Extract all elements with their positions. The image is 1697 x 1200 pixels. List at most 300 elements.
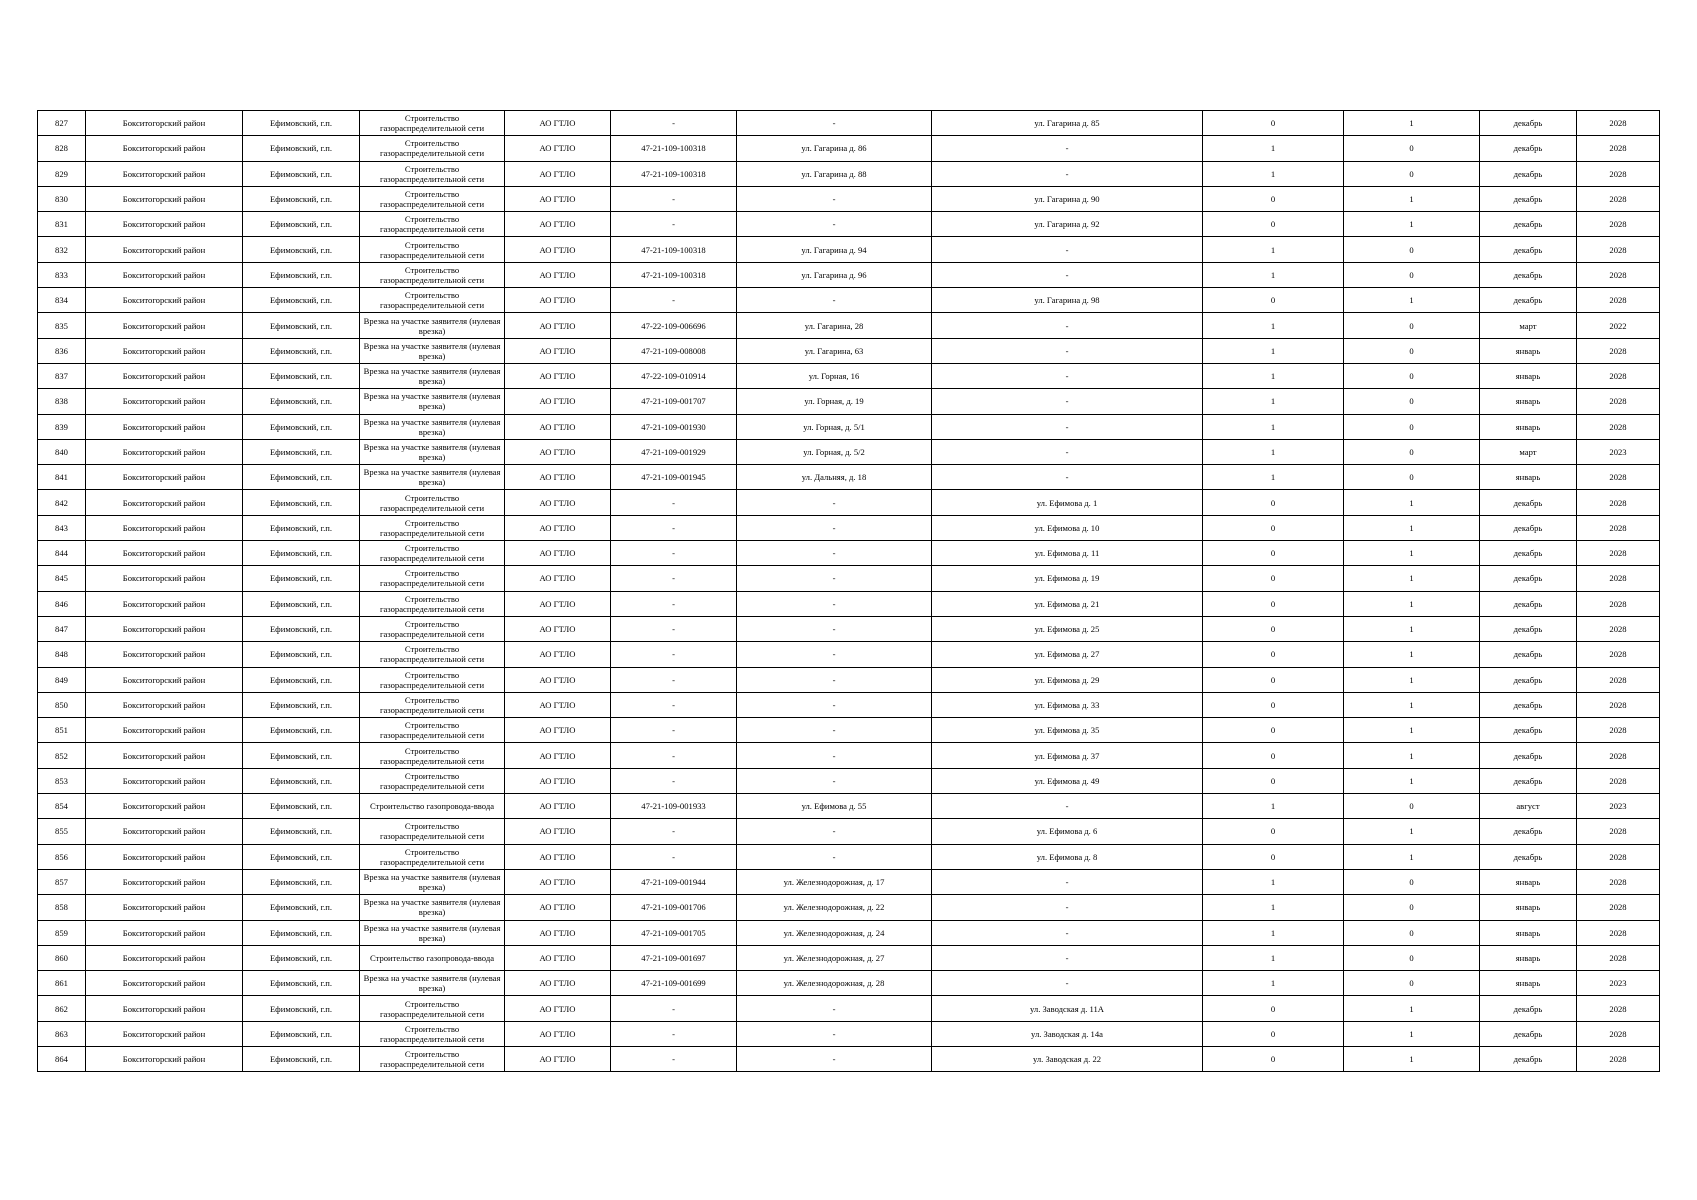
cell-cadastral: 47-21-109-100318 (611, 237, 737, 262)
cell-org: АО ГТЛО (505, 541, 611, 566)
cell-org: АО ГТЛО (505, 363, 611, 388)
cell-org: АО ГТЛО (505, 667, 611, 692)
cell-address-b: ул. Ефимова д. 37 (932, 743, 1203, 768)
cell-district: Бокситогорский район (86, 541, 243, 566)
cell-work-type: Строительство газораспределительной сети (360, 844, 505, 869)
cell-count-b: 1 (1344, 718, 1480, 743)
cell-address-b: ул. Гагарина д. 85 (932, 111, 1203, 136)
cell-settlement: Ефимовский, г.п. (243, 566, 360, 591)
cell-district: Бокситогорский район (86, 288, 243, 313)
cell-work-type: Строительство газораспределительной сети (360, 591, 505, 616)
cell-count-b: 1 (1344, 186, 1480, 211)
cell-address-a: ул. Горная, д. 5/2 (737, 439, 932, 464)
cell-month: январь (1480, 414, 1577, 439)
cell-cadastral: 47-21-109-001706 (611, 895, 737, 920)
table-row (38, 692, 1660, 717)
table-row (38, 136, 1660, 161)
cell-settlement: Ефимовский, г.п. (243, 515, 360, 540)
cell-month: декабрь (1480, 186, 1577, 211)
cell-cadastral: - (611, 490, 737, 515)
cell-org: АО ГТЛО (505, 212, 611, 237)
cell-num: 863 (38, 1021, 86, 1046)
cell-address-b: ул. Ефимова д. 33 (932, 692, 1203, 717)
cell-district: Бокситогорский район (86, 819, 243, 844)
cell-year: 2028 (1577, 667, 1660, 692)
cell-address-a: - (737, 1021, 932, 1046)
cell-count-b: 1 (1344, 111, 1480, 136)
cell-num: 860 (38, 945, 86, 970)
cell-district: Бокситогорский район (86, 414, 243, 439)
cell-num: 835 (38, 313, 86, 338)
cell-address-b: - (932, 389, 1203, 414)
cell-settlement: Ефимовский, г.п. (243, 819, 360, 844)
cell-settlement: Ефимовский, г.п. (243, 338, 360, 363)
cell-count-b: 0 (1344, 237, 1480, 262)
table-row (38, 363, 1660, 388)
cell-year: 2028 (1577, 111, 1660, 136)
cell-year: 2028 (1577, 1021, 1660, 1046)
cell-count-a: 1 (1203, 869, 1344, 894)
cell-work-type: Строительство газораспределительной сети (360, 616, 505, 641)
cell-org: АО ГТЛО (505, 718, 611, 743)
cell-count-b: 1 (1344, 768, 1480, 793)
cell-address-a: - (737, 768, 932, 793)
cell-address-a: - (737, 515, 932, 540)
cell-address-b: ул. Гагарина д. 90 (932, 186, 1203, 211)
cell-district: Бокситогорский район (86, 111, 243, 136)
cell-district: Бокситогорский район (86, 237, 243, 262)
cell-num: 834 (38, 288, 86, 313)
table-row (38, 186, 1660, 211)
cell-cadastral: - (611, 515, 737, 540)
cell-count-a: 1 (1203, 262, 1344, 287)
cell-org: АО ГТЛО (505, 591, 611, 616)
cell-month: январь (1480, 389, 1577, 414)
cell-address-a: - (737, 288, 932, 313)
cell-year: 2028 (1577, 338, 1660, 363)
cell-year: 2028 (1577, 136, 1660, 161)
cell-month: январь (1480, 363, 1577, 388)
cell-cadastral: 47-21-109-001699 (611, 971, 737, 996)
cell-count-a: 0 (1203, 819, 1344, 844)
cell-address-a: - (737, 692, 932, 717)
cell-month: декабрь (1480, 212, 1577, 237)
cell-org: АО ГТЛО (505, 920, 611, 945)
cell-num: 831 (38, 212, 86, 237)
cell-work-type: Строительство газораспределительной сети (360, 111, 505, 136)
cell-num: 861 (38, 971, 86, 996)
cell-count-a: 0 (1203, 692, 1344, 717)
cell-settlement: Ефимовский, г.п. (243, 591, 360, 616)
cell-settlement: Ефимовский, г.п. (243, 743, 360, 768)
cell-work-type: Строительство газораспределительной сети (360, 541, 505, 566)
cell-org: АО ГТЛО (505, 1021, 611, 1046)
cell-year: 2022 (1577, 313, 1660, 338)
cell-count-b: 1 (1344, 591, 1480, 616)
cell-address-b: ул. Ефимова д. 49 (932, 768, 1203, 793)
cell-org: АО ГТЛО (505, 869, 611, 894)
cell-address-a: - (737, 718, 932, 743)
cell-month: декабрь (1480, 591, 1577, 616)
cell-work-type: Врезка на участке заявителя (нулевая врезка) (360, 389, 505, 414)
cell-work-type: Врезка на участке заявителя (нулевая врезка) (360, 363, 505, 388)
cell-month: декабрь (1480, 237, 1577, 262)
cell-settlement: Ефимовский, г.п. (243, 465, 360, 490)
cell-count-b: 1 (1344, 819, 1480, 844)
cell-cadastral: 47-21-109-001944 (611, 869, 737, 894)
cell-address-a: ул. Гагарина, 63 (737, 338, 932, 363)
cell-count-a: 1 (1203, 363, 1344, 388)
cell-address-b: ул. Гагарина д. 92 (932, 212, 1203, 237)
table-row (38, 743, 1660, 768)
cell-cadastral: - (611, 566, 737, 591)
cell-org: АО ГТЛО (505, 895, 611, 920)
cell-work-type: Строительство газораспределительной сети (360, 667, 505, 692)
cell-count-b: 0 (1344, 895, 1480, 920)
cell-district: Бокситогорский район (86, 869, 243, 894)
cell-address-a: - (737, 996, 932, 1021)
cell-count-a: 1 (1203, 794, 1344, 819)
cell-address-a: - (737, 591, 932, 616)
cell-work-type: Строительство газораспределительной сети (360, 718, 505, 743)
cell-work-type: Строительство газораспределительной сети (360, 1046, 505, 1071)
cell-cadastral: 47-21-109-001707 (611, 389, 737, 414)
cell-org: АО ГТЛО (505, 743, 611, 768)
cell-count-a: 0 (1203, 996, 1344, 1021)
cell-num: 855 (38, 819, 86, 844)
cell-year: 2023 (1577, 439, 1660, 464)
cell-count-a: 1 (1203, 237, 1344, 262)
cell-address-b: - (932, 895, 1203, 920)
cell-num: 864 (38, 1046, 86, 1071)
cell-count-b: 0 (1344, 161, 1480, 186)
cell-cadastral: 47-21-109-008008 (611, 338, 737, 363)
cell-num: 848 (38, 642, 86, 667)
cell-count-a: 0 (1203, 1046, 1344, 1071)
cell-month: декабрь (1480, 819, 1577, 844)
cell-address-a: ул. Горная, 16 (737, 363, 932, 388)
cell-num: 832 (38, 237, 86, 262)
cell-org: АО ГТЛО (505, 262, 611, 287)
cell-district: Бокситогорский район (86, 844, 243, 869)
cell-count-a: 0 (1203, 111, 1344, 136)
cell-num: 851 (38, 718, 86, 743)
cell-year: 2028 (1577, 566, 1660, 591)
cell-num: 847 (38, 616, 86, 641)
table-row (38, 414, 1660, 439)
cell-settlement: Ефимовский, г.п. (243, 971, 360, 996)
cell-year: 2028 (1577, 642, 1660, 667)
cell-work-type: Врезка на участке заявителя (нулевая врезка) (360, 971, 505, 996)
cell-count-a: 0 (1203, 718, 1344, 743)
cell-cadastral: - (611, 718, 737, 743)
cell-work-type: Врезка на участке заявителя (нулевая врезка) (360, 439, 505, 464)
cell-count-b: 0 (1344, 869, 1480, 894)
cell-count-b: 1 (1344, 566, 1480, 591)
cell-district: Бокситогорский район (86, 161, 243, 186)
cell-address-a: ул. Гагарина д. 96 (737, 262, 932, 287)
cell-org: АО ГТЛО (505, 996, 611, 1021)
cell-month: март (1480, 439, 1577, 464)
cell-cadastral: 47-21-109-100318 (611, 161, 737, 186)
cell-month: январь (1480, 338, 1577, 363)
cell-district: Бокситогорский район (86, 718, 243, 743)
table-row (38, 844, 1660, 869)
table-row (38, 161, 1660, 186)
cell-address-b: ул. Ефимова д. 21 (932, 591, 1203, 616)
cell-month: декабрь (1480, 288, 1577, 313)
cell-address-a: - (737, 642, 932, 667)
cell-month: декабрь (1480, 667, 1577, 692)
cell-settlement: Ефимовский, г.п. (243, 237, 360, 262)
cell-num: 841 (38, 465, 86, 490)
cell-month: декабрь (1480, 642, 1577, 667)
cell-cadastral: - (611, 642, 737, 667)
cell-num: 843 (38, 515, 86, 540)
cell-count-a: 0 (1203, 490, 1344, 515)
cell-district: Бокситогорский район (86, 262, 243, 287)
cell-settlement: Ефимовский, г.п. (243, 1046, 360, 1071)
cell-year: 2023 (1577, 794, 1660, 819)
cell-work-type: Строительство газораспределительной сети (360, 288, 505, 313)
cell-count-b: 0 (1344, 439, 1480, 464)
cell-count-b: 1 (1344, 288, 1480, 313)
cell-district: Бокситогорский район (86, 515, 243, 540)
cell-month: декабрь (1480, 1046, 1577, 1071)
cell-district: Бокситогорский район (86, 591, 243, 616)
cell-year: 2028 (1577, 768, 1660, 793)
cell-month: декабрь (1480, 136, 1577, 161)
cell-year: 2028 (1577, 363, 1660, 388)
cell-month: декабрь (1480, 718, 1577, 743)
cell-address-b: - (932, 313, 1203, 338)
cell-count-a: 0 (1203, 515, 1344, 540)
cell-address-a: - (737, 566, 932, 591)
cell-year: 2028 (1577, 591, 1660, 616)
cell-cadastral: - (611, 288, 737, 313)
cell-address-b: - (932, 920, 1203, 945)
cell-work-type: Строительство газораспределительной сети (360, 642, 505, 667)
cell-count-a: 0 (1203, 616, 1344, 641)
cell-cadastral: - (611, 212, 737, 237)
cell-count-a: 1 (1203, 920, 1344, 945)
table-row (38, 262, 1660, 287)
cell-num: 859 (38, 920, 86, 945)
cell-count-a: 0 (1203, 642, 1344, 667)
cell-address-b: ул. Заводская д. 22 (932, 1046, 1203, 1071)
table-row (38, 313, 1660, 338)
cell-count-a: 0 (1203, 212, 1344, 237)
cell-year: 2028 (1577, 718, 1660, 743)
table-row (38, 288, 1660, 313)
cell-month: декабрь (1480, 692, 1577, 717)
cell-cadastral: - (611, 667, 737, 692)
cell-settlement: Ефимовский, г.п. (243, 262, 360, 287)
gasification-schedule-table (37, 110, 1660, 1072)
cell-address-a: ул. Дальняя, д. 18 (737, 465, 932, 490)
cell-cadastral: 47-21-109-001929 (611, 439, 737, 464)
cell-address-b: ул. Ефимова д. 27 (932, 642, 1203, 667)
cell-year: 2028 (1577, 186, 1660, 211)
cell-work-type: Врезка на участке заявителя (нулевая врезка) (360, 920, 505, 945)
cell-year: 2028 (1577, 819, 1660, 844)
cell-address-a: - (737, 212, 932, 237)
cell-num: 849 (38, 667, 86, 692)
cell-settlement: Ефимовский, г.п. (243, 945, 360, 970)
cell-count-a: 1 (1203, 338, 1344, 363)
cell-work-type: Строительство газораспределительной сети (360, 996, 505, 1021)
cell-org: АО ГТЛО (505, 313, 611, 338)
table-row (38, 616, 1660, 641)
cell-count-b: 0 (1344, 465, 1480, 490)
cell-year: 2028 (1577, 414, 1660, 439)
cell-num: 842 (38, 490, 86, 515)
cell-settlement: Ефимовский, г.п. (243, 920, 360, 945)
cell-num: 844 (38, 541, 86, 566)
cell-district: Бокситогорский район (86, 794, 243, 819)
cell-district: Бокситогорский район (86, 616, 243, 641)
cell-count-b: 0 (1344, 136, 1480, 161)
cell-district: Бокситогорский район (86, 971, 243, 996)
cell-num: 837 (38, 363, 86, 388)
table-row (38, 237, 1660, 262)
cell-count-a: 0 (1203, 186, 1344, 211)
cell-address-b: ул. Заводская д. 14а (932, 1021, 1203, 1046)
cell-cadastral: 47-21-109-100318 (611, 136, 737, 161)
cell-cadastral: - (611, 768, 737, 793)
cell-num: 862 (38, 996, 86, 1021)
cell-num: 827 (38, 111, 86, 136)
cell-cadastral: - (611, 1021, 737, 1046)
cell-district: Бокситогорский район (86, 465, 243, 490)
cell-address-a: ул. Железнодорожная, д. 17 (737, 869, 932, 894)
table-body (38, 111, 1660, 1072)
cell-work-type: Строительство газораспределительной сети (360, 136, 505, 161)
cell-settlement: Ефимовский, г.п. (243, 794, 360, 819)
cell-cadastral: - (611, 692, 737, 717)
cell-num: 854 (38, 794, 86, 819)
cell-work-type: Строительство газораспределительной сети (360, 692, 505, 717)
cell-work-type: Врезка на участке заявителя (нулевая врезка) (360, 414, 505, 439)
table-row (38, 945, 1660, 970)
cell-address-b: ул. Гагарина д. 98 (932, 288, 1203, 313)
cell-settlement: Ефимовский, г.п. (243, 768, 360, 793)
cell-address-a: ул. Ефимова д. 55 (737, 794, 932, 819)
cell-month: декабрь (1480, 541, 1577, 566)
cell-work-type: Строительство газораспределительной сети (360, 490, 505, 515)
cell-count-b: 0 (1344, 313, 1480, 338)
cell-count-a: 0 (1203, 288, 1344, 313)
cell-address-a: - (737, 541, 932, 566)
cell-cadastral: 47-21-109-001930 (611, 414, 737, 439)
cell-count-b: 0 (1344, 338, 1480, 363)
cell-work-type: Врезка на участке заявителя (нулевая врезка) (360, 313, 505, 338)
cell-address-a: - (737, 667, 932, 692)
cell-settlement: Ефимовский, г.п. (243, 667, 360, 692)
cell-address-b: - (932, 338, 1203, 363)
cell-settlement: Ефимовский, г.п. (243, 136, 360, 161)
cell-count-b: 1 (1344, 490, 1480, 515)
cell-address-b: - (932, 439, 1203, 464)
cell-settlement: Ефимовский, г.п. (243, 1021, 360, 1046)
cell-year: 2023 (1577, 971, 1660, 996)
cell-district: Бокситогорский район (86, 1021, 243, 1046)
cell-address-b: - (932, 161, 1203, 186)
cell-org: АО ГТЛО (505, 945, 611, 970)
cell-cadastral: 47-22-109-006696 (611, 313, 737, 338)
cell-count-b: 0 (1344, 945, 1480, 970)
cell-month: декабрь (1480, 490, 1577, 515)
cell-org: АО ГТЛО (505, 642, 611, 667)
cell-count-b: 1 (1344, 996, 1480, 1021)
cell-address-a: - (737, 111, 932, 136)
cell-year: 2028 (1577, 996, 1660, 1021)
cell-address-b: ул. Ефимова д. 10 (932, 515, 1203, 540)
cell-settlement: Ефимовский, г.п. (243, 161, 360, 186)
cell-district: Бокситогорский район (86, 920, 243, 945)
cell-org: АО ГТЛО (505, 389, 611, 414)
cell-district: Бокситогорский район (86, 490, 243, 515)
cell-district: Бокситогорский район (86, 186, 243, 211)
cell-address-b: ул. Ефимова д. 1 (932, 490, 1203, 515)
cell-count-a: 1 (1203, 414, 1344, 439)
cell-year: 2028 (1577, 945, 1660, 970)
cell-year: 2028 (1577, 541, 1660, 566)
cell-count-b: 1 (1344, 844, 1480, 869)
cell-org: АО ГТЛО (505, 515, 611, 540)
cell-work-type: Строительство газораспределительной сети (360, 161, 505, 186)
cell-year: 2028 (1577, 743, 1660, 768)
table-row (38, 465, 1660, 490)
cell-address-a: ул. Горная, д. 19 (737, 389, 932, 414)
cell-district: Бокситогорский район (86, 692, 243, 717)
cell-district: Бокситогорский район (86, 136, 243, 161)
cell-settlement: Ефимовский, г.п. (243, 718, 360, 743)
cell-count-b: 1 (1344, 212, 1480, 237)
cell-address-a: ул. Железнодорожная, д. 22 (737, 895, 932, 920)
cell-work-type: Строительство газораспределительной сети (360, 743, 505, 768)
cell-district: Бокситогорский район (86, 363, 243, 388)
cell-work-type: Строительство газораспределительной сети (360, 212, 505, 237)
cell-month: декабрь (1480, 743, 1577, 768)
cell-month: январь (1480, 945, 1577, 970)
cell-year: 2028 (1577, 920, 1660, 945)
table-row (38, 869, 1660, 894)
cell-district: Бокситогорский район (86, 945, 243, 970)
cell-cadastral: - (611, 743, 737, 768)
table-row (38, 111, 1660, 136)
cell-cadastral: - (611, 819, 737, 844)
cell-district: Бокситогорский район (86, 642, 243, 667)
cell-cadastral: - (611, 111, 737, 136)
cell-num: 829 (38, 161, 86, 186)
cell-count-b: 1 (1344, 515, 1480, 540)
cell-district: Бокситогорский район (86, 743, 243, 768)
cell-org: АО ГТЛО (505, 794, 611, 819)
cell-address-b: - (932, 414, 1203, 439)
cell-address-b: - (932, 794, 1203, 819)
table-row (38, 1046, 1660, 1071)
cell-cadastral: 47-21-109-001945 (611, 465, 737, 490)
cell-org: АО ГТЛО (505, 414, 611, 439)
cell-org: АО ГТЛО (505, 338, 611, 363)
cell-work-type: Строительство газораспределительной сети (360, 237, 505, 262)
cell-org: АО ГТЛО (505, 490, 611, 515)
cell-work-type: Строительство газопровода-ввода (360, 794, 505, 819)
cell-count-a: 1 (1203, 136, 1344, 161)
cell-address-b: ул. Ефимова д. 11 (932, 541, 1203, 566)
cell-address-a: ул. Железнодорожная, д. 28 (737, 971, 932, 996)
